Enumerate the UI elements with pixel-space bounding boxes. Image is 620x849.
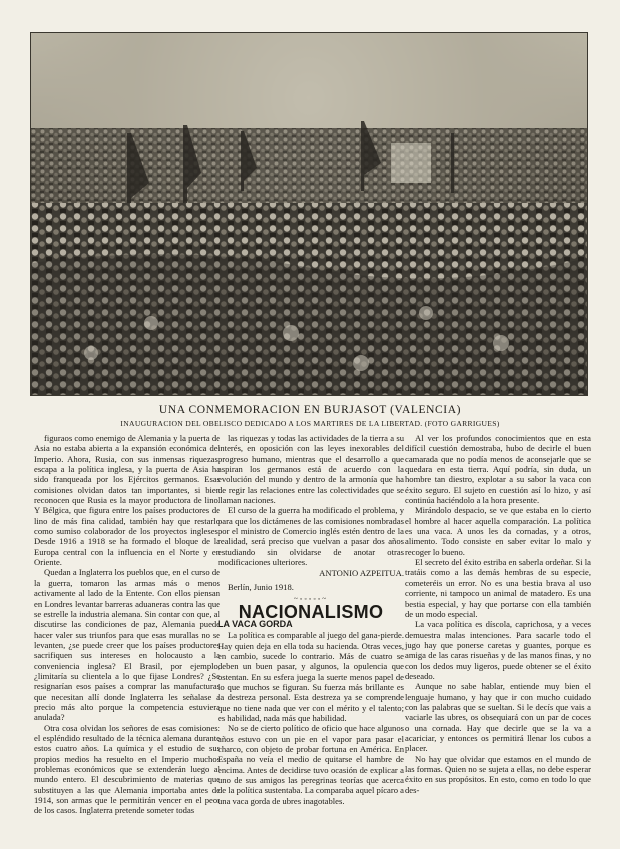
- col1-paragraph-3: Otra cosa olvidan los señores de esas comisiones: el espléndido resultado de la técnica alemana durante estos cuatro años. La química y el estudio de sus propios medios ha resuelto en el Imperio muchos problemas económicos que se extenderán luego al mundo entero. El descubrimiento de materias que substituyen a las que Alemania importaba antes de 1914, son armas que le permitirán vencer en el peor de los casos. Inglaterra pretende someter todas: [34, 722, 220, 816]
- col2-paragraph-2: El curso de la guerra ha modificado el problema, y para que los dictámenes de las comisiones nombradas por el ministro de Comercio inglés estén dentro de la realidad, será preciso que vuelvan a pasar dos años estudiando sin olvidarse de anotar otras modificaciones ulteriores.: [218, 505, 404, 568]
- col2-paragraph-1: las riquezas y todas las actividades de la tierra a su interés, en oposición con las leyes inexorables del progreso humano, mientras que el desarrollo a que aspiran los germanos está de acuerdo con la evolución del mundo y dentro de la armonía que ha de regir las relaciones entre las colectividades que se llaman naciones.: [218, 433, 404, 506]
- photo-caption-title: UNA CONMEMORACION EN BURJASOT (VALENCIA): [158, 404, 462, 416]
- photo-caption-subtitle: INAUGURACION DEL OBELISCO DEDICADO A LOS MARTIRES DE LA LIBERTAD. (FOTO GARRIGUES): [120, 419, 500, 428]
- col3-paragraph-5: Aunque no sabe hablar, entiende muy bien el lenguaje humano, y hay que ir con mucho cuidado con las palabras que se sueltan. Si le decís que vais a vaciarle las ubres, os obsequiará con un par de coces o una cornada. Hay que decirle que se la va a acariciar, y entonces os permitirá llenar los cubos a placer.: [405, 681, 591, 754]
- col3-paragraph-4: La vaca política es díscola, caprichosa, y a veces demuestra malas intenciones. Para sacarle todo el jugo hay que ponerse caretas y guantes, porque es amiga de las caras risueñas y de las manos finas, y no con los dedos muy ligeros, puede obtener se el éxito deseado.: [405, 619, 591, 681]
- col3-paragraph-1: Al ver los profundos conocimientos que en esta difícil cuestión demostraba, hubo de decirle el buen camarada que no podía menos de aconsejarle que se quedara en esta tierra. Aquí podría, sin duda, un hombre tan diestro, explotar a su sabor la vaca con éxito seguro. El sujeto en cuestión así lo hizo, y así continúa haciéndolo a la hora presente.: [405, 433, 591, 506]
- col1-paragraph-2: Quedan a Inglaterra los pueblos que, en el curso de la guerra, tomaron las armas más o menos activamente al lado de la Entente. Con ellos piensan en Londres levantar barreras aduaneras contra las que se estrelle la industria alemana. Sin contar con que, al discutirse las condiciones de paz, Alemania puede hacer valer sus triunfos para que esas murallas no se levanten, ¿se puede creer que los países productores sacrifiquen sus intereses en holocausto a la conveniencia inglesa? El Brasil, por ejemplo, ¿limitaría su clientela a lo que fijase Londres? ¿Se resignarían esos países a comprar las manufacturas que necesitan allí donde Inglaterra les señalase a precio más alto porque la competencia estuviera anulada?: [34, 567, 220, 723]
- column-1: [34, 433, 220, 816]
- article-headline: NACIONALISMO: [238, 601, 384, 622]
- col3-paragraph-2: Mirándolo despacio, se ve que estaba en lo cierto el hombre al hacer aquella comparación. La política es una vaca. A unos les da cornadas, y a otros, alimento. Todo consiste en saber evitar lo malo y recoger lo bueno.: [405, 505, 591, 557]
- column-3: [405, 433, 591, 795]
- col2-paragraph-4: No se de cierto político de oficio que hace algunos años estuvo con un pie en el vapor para pasar el charco, con objeto de probar fortuna en América. En España no veía el medio de quitarse el hambre de encima. Antes de decidirse tuvo ocasión de explicar a uno de sus amigos las peregrinas teorías que acerca de la política sustentaba. La comparaba aquel pícaro a una vaca gorda de ubres inagotables.: [218, 723, 404, 806]
- col2-paragraph-3: La política es comparable al juego del gana-pierde. Hay quien deja en ella toda su hacienda. Otras veces, en cambio, sucede lo contrario. Más de cuatro se deben un buen pasar, y algunos, la opulencia que ostentan. En su esfera juega la suerte menos papel de lo que muchos se figuran. Su fuerza más brillante es la destreza personal. Esta destreza ya se comprende que no tiene nada que ver con el mérito y el talento; es habilidad, nada más que habilidad.: [218, 630, 404, 723]
- ornament-divider: ~◦◦◦◦◦~: [294, 595, 328, 604]
- crowd-illustration: [31, 33, 587, 395]
- event-photo: [30, 32, 588, 396]
- article-subhead: LA VACA GORDA: [218, 618, 293, 629]
- col3-paragraph-3: El secreto del éxito estriba en saberla ordeñar. Si la tratáis como a las demás hembras de su especie, cometeréis un error. No es una bestia brava al uso corriente, ni tampoco un animal de matadero. Es una bestia especial, y hay que portarse con ella también de un modo especial.: [405, 557, 591, 619]
- dateline: Berlín, Junio 1918.: [228, 581, 294, 592]
- column-2: [218, 433, 404, 806]
- author-signature: ANTONIO AZPEITUA.: [319, 568, 404, 579]
- col3-paragraph-6: No hay que olvidar que estamos en el mundo de las formas. Quien no se sujeta a ellas, no debe esperar éxito en sus propósitos. En esto, como en todo lo que des-: [405, 753, 591, 795]
- col1-paragraph-1: figuraos como enemigo de Alemania y la puerta de Asia no estaba abierta a la expansión económica del Imperio. Ahora, Rusia, con sus inmensas riquezas, escapa a la política inglesa, y la puerta de Asia ha sido franqueada por los Ejércitos germanos. Esas comisiones olvidan datos tan importantes, si bien reconocen que Rusia es la mayor productora de lino. Y Bélgica, que figura entre los países productores de lino de más fina calidad, también hay que restarlo como sumiso colaborador de los proyectos ingleses. Desde 1916 a 1918 se ha formado el bloque de la Europa central con la influencia en el Norte y en Oriente.: [34, 433, 220, 568]
